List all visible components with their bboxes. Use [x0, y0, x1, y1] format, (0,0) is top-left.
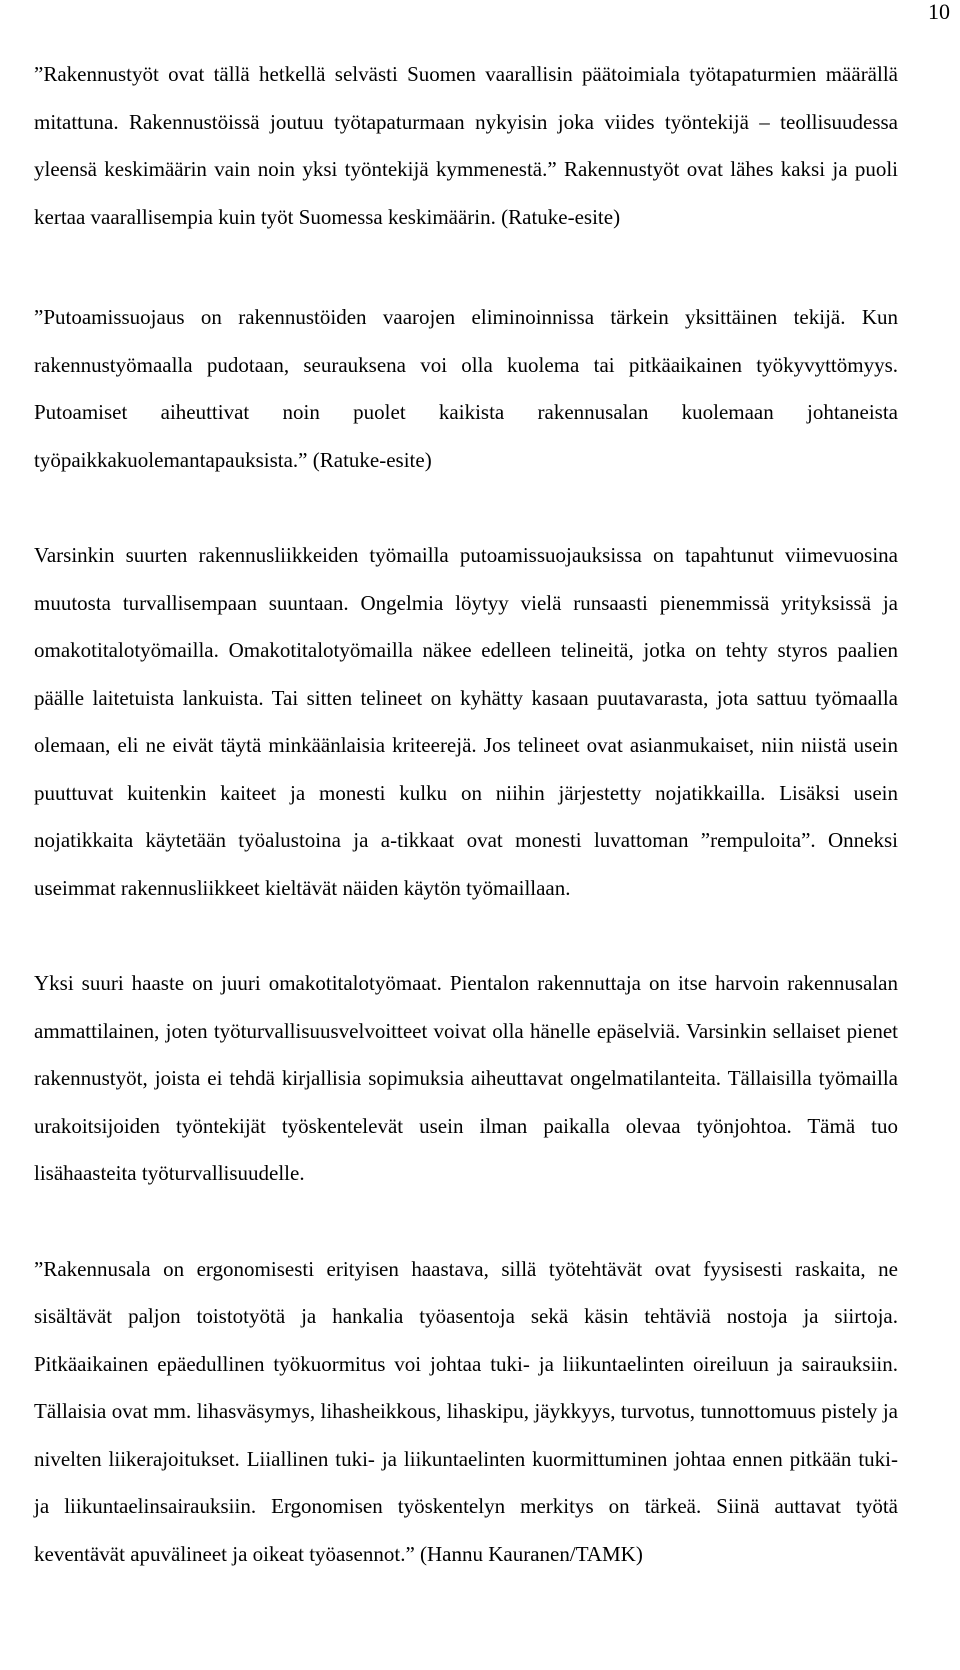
paragraph-fall-protection: Varsinkin suurten rakennusliikkeiden työmailla putoamissuojauksissa on tapahtunut viimevuosina muutosta turvallisempaan suuntaan. Ongelmia löytyy vielä runsaasti pienemmissä yrityksissä ja omakotitalotyömailla. Omakotitalotyömailla näkee edelleen telineitä, jotka on tehty styros paalien päälle laitetuista lankuista. Tai sitten telineet on kyhätty kasaan puutavarasta, jota sattuu työmaalla olemaan, eli ne eivät täytä minkäänlaisia kriteerejä. Jos telineet ovat asianmukaiset, niin niistä usein puuttuvat kuitenkin kaiteet ja monesti kulku on niihin järjestetty nojatikkailla. Lisäksi usein nojatikkaita käytetään työalustoina ja a-tikkaat ovat monesti luvattoman ”rempuloita”. Onneksi useimmat rakennusliikkeet kieltävät näiden käytön työmaillaan.	[34, 543, 898, 900]
paragraph-ratuke-quote-2: ”Putoamissuojaus on rakennustöiden vaarojen eliminoinnissa tärkein yksittäinen tekijä. Kun rakennustyömaalla pudotaan, seurauksena voi olla kuolema tai pitkäaikainen työkyvyttömyys. Putoamiset aiheuttivat noin puolet kaikista rakennusalan kuolemaan johtaneista työpaikkakuolemantapauksista.” (Ratuke-esite)	[34, 305, 898, 472]
page-number: 10	[928, 0, 950, 24]
document-body	[34, 51, 898, 1578]
paragraph-ratuke-quote-1: ”Rakennustyöt ovat tällä hetkellä selvästi Suomen vaarallisin päätoimiala työtapaturmien määrällä mitattuna. Rakennustöissä joutuu työtapaturmaan nykyisin joka viides työntekijä – teollisuudessa yleensä keskimäärin vain noin yksi työntekijä kymmenestä.” Rakennustyöt ovat lähes kaksi ja puoli kertaa vaarallisempia kuin työt Suomessa keskimäärin. (Ratuke-esite)	[34, 62, 898, 229]
paragraph-ergonomics-quote: ”Rakennusala on ergonomisesti erityisen haastava, sillä työtehtävät ovat fyysisesti raskaita, ne sisältävät paljon toistotyötä ja hankalia työasentoja sekä käsin tehtäviä nostoja ja siirtoja. Pitkäaikainen epäedullinen työkuormitus voi johtaa tuki- ja liikuntaelinten oireiluun ja sairauksiin. Tällaisia ovat mm. lihasväsymys, lihasheikkous, lihaskipu, jäykkyys, turvotus, tunnottomuus pistely ja nivelten liikerajoitukset. Liiallinen tuki- ja liikuntaelinten kuormittuminen johtaa ennen pitkään tuki- ja liikuntaelinsairauksiin. Ergonomisen työskentelyn merkitys on tärkeä. Siinä auttavat työtä keventävät apuvälineet ja oikeat työasennot.” (Hannu Kauranen/TAMK)	[34, 1256, 898, 1566]
paragraph-house-sites: Yksi suuri haaste on juuri omakotitalotyömaat. Pientalon rakennuttaja on itse harvoin rakennusalan ammattilainen, joten työturvallisuusvelvoitteet voivat olla hänelle epäselviä. Varsinkin sellaiset pienet rakennustyöt, joista ei tehdä kirjallisia sopimuksia aiheuttavat ongelmatilanteita. Tällaisilla työmailla urakoitsijoiden työntekijät työskentelevät usein ilman paikalla olevaa työnjohtoa. Tämä tuo lisähaasteita työturvallisuudelle.	[34, 971, 898, 1185]
